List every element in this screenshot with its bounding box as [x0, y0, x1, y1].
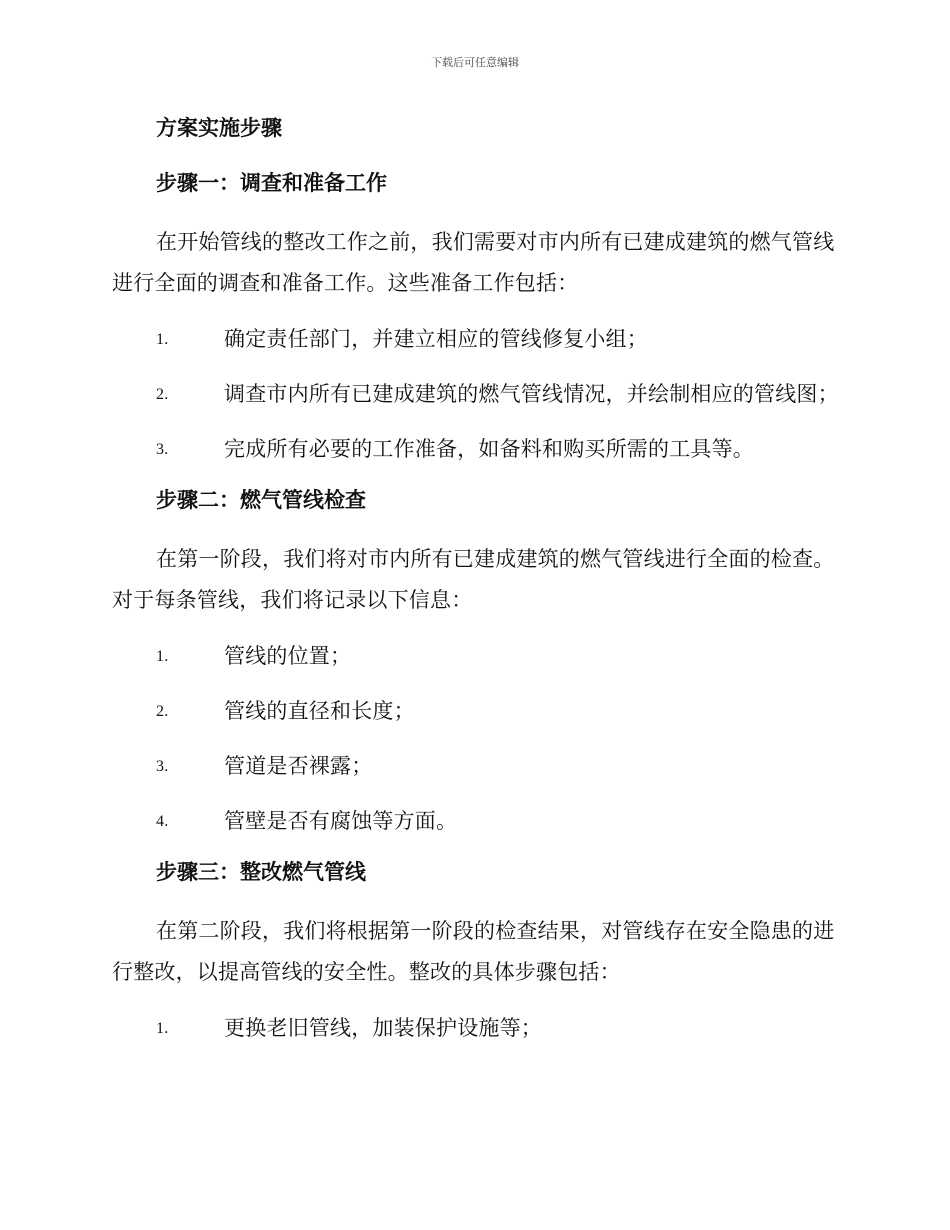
list-item-text: 管道是否裸露；	[224, 754, 373, 778]
list-item-text: 确定责任部门，并建立相应的管线修复小组；	[224, 327, 648, 351]
step1-intro: 在开始管线的整改工作之前，我们需要对市内所有已建成建筑的燃气管线进行全面的调查和准备工作。这些准备工作包括：	[112, 230, 835, 295]
list-item-number: 3.	[156, 758, 169, 775]
document-body	[112, 112, 842, 1063]
list-item	[112, 801, 842, 842]
list-item	[112, 636, 842, 677]
step2-heading: 步骤二：燃气管线检查	[156, 488, 366, 512]
page-header: 下载后可任意编辑	[431, 56, 519, 69]
document-title: 方案实施步骤	[156, 116, 282, 140]
list-item-text: 管壁是否有腐蚀等方面。	[224, 809, 458, 833]
step1-heading: 步骤一：调查和准备工作	[156, 171, 387, 195]
step2-intro: 在第一阶段，我们将对市内所有已建成建筑的燃气管线进行全面的检查。对于每条管线，我们将记录以下信息：	[112, 547, 835, 612]
list-item-number: 3.	[156, 441, 169, 458]
step2-list	[112, 636, 842, 842]
list-item-number: 1.	[156, 331, 169, 348]
list-item-number: 4.	[156, 813, 169, 830]
list-item	[112, 319, 842, 360]
list-item	[112, 691, 842, 732]
step1-list	[112, 319, 842, 470]
list-item-text: 管线的位置；	[224, 644, 352, 668]
list-item-number: 1.	[156, 648, 169, 665]
list-item-text: 管线的直径和长度；	[224, 699, 415, 723]
list-item-text: 完成所有必要的工作准备，如备料和购买所需的工具等。	[224, 437, 754, 461]
list-item-number: 1.	[156, 1020, 169, 1037]
step3-list	[112, 1008, 842, 1049]
list-item	[112, 1008, 842, 1049]
step3-intro: 在第二阶段，我们将根据第一阶段的检查结果，对管线存在安全隐患的进行整改，以提高管线的安全性。整改的具体步骤包括：	[112, 919, 835, 984]
list-item-number: 2.	[156, 386, 169, 403]
list-item-text: 更换老旧管线，加装保护设施等；	[224, 1016, 542, 1040]
list-item	[112, 746, 842, 787]
step3-heading: 步骤三：整改燃气管线	[156, 860, 366, 884]
list-item	[112, 374, 842, 415]
list-item-text: 调查市内所有已建成建筑的燃气管线情况，并绘制相应的管线图；	[224, 382, 839, 406]
list-item	[112, 429, 842, 470]
list-item-number: 2.	[156, 703, 169, 720]
